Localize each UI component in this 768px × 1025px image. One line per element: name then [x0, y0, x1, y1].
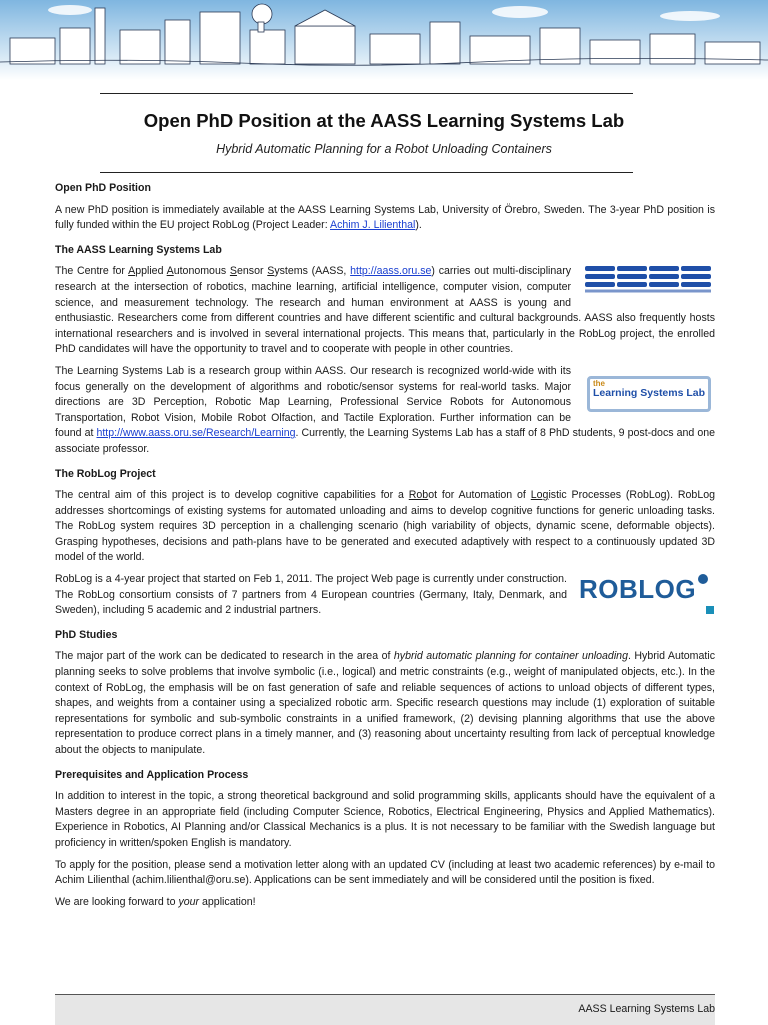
text-run: The major part of the work can be dedicated to research in the area of	[55, 650, 394, 663]
emphasis: your	[178, 895, 200, 908]
lsl-logo-wordmark: Learning Systems Lab	[593, 386, 706, 399]
section-heading: PhD Studies	[55, 628, 118, 641]
text-run: istic Processes (RobLog). RobLog addresses shortcomings of existing systems for automated unloading and aims to develop cognitive functions for generic unloading tasks. The RobLog system requires 3D perception in a challenging scenario (high variability of objects, dynamic scene, deformable objects). Grasping hypotheses, decisions and path-plans have to be generated and executed adaptively with respect to a continuously updated 3D model of the world.	[55, 489, 715, 564]
text-run: ot for Automation of	[428, 489, 531, 502]
project-leader-link[interactable]: Achim J. Lilienthal	[330, 219, 416, 232]
text-run: A new PhD position is immediately available at the AASS Learning Systems Lab, University of Örebro, Sweden. The 3-year PhD position is fully funded within the EU project RobLog (Project Leader:	[55, 203, 715, 232]
text-run: pplied	[135, 265, 167, 278]
text-run: S	[267, 265, 275, 278]
text-run: Log	[530, 489, 549, 502]
text-run: A	[166, 265, 174, 278]
header-banner-illustration	[0, 0, 768, 80]
lsl-logo-word-the: the	[593, 378, 605, 388]
paragraph	[55, 203, 715, 234]
section-open-position	[55, 181, 715, 234]
text-run: S	[229, 265, 237, 278]
page-title: Open PhD Position at the AASS Learning Systems Lab	[143, 110, 625, 131]
text-run: We are looking forward to	[55, 895, 179, 908]
roblog-logo-dot-icon	[698, 574, 708, 584]
text-run: The Learning Systems Lab is a research group within AASS. Our research is recognized world-wide with its focus generally on the development of algorithms and robotic/sensor systems for real-world tasks. Major directions are 3D Perception, Robotic Map Learning, Professional Service Robots for Autonomous Transportation, Robot Vision, Mobile Robot Olfaction, and Tactile Exploration. Further information can be found at	[55, 364, 571, 440]
paragraph	[55, 895, 715, 911]
aass-website-link[interactable]: http://aass.oru.se	[350, 265, 432, 278]
paragraph	[55, 488, 715, 566]
paragraph: In addition to interest in the topic, a strong theoretical background and solid programming skills, applicants should have the equivalent of a Masters degree in an appropriate field (including Computer Science, Robotics, Electrical Engineering, Physics and Applied Mathematics). Experience in Robotics, AI Planning and/or Classical Mechanics is a plus. It is not necessary to be familiar with the Swedish language but proficiency in written/spoken English is mandatory.	[55, 790, 715, 849]
text-run: The central aim of this project is to develop cognitive capabilities for a	[55, 489, 409, 502]
text-run: ensor	[236, 265, 268, 278]
section-roblog	[55, 467, 715, 619]
learning-systems-lab-logo	[583, 374, 715, 414]
title-divider	[100, 172, 633, 173]
top-divider	[100, 93, 633, 94]
text-run: . Hybrid Automatic planning seeks to solve problems that involve symbolic (i.e., logical) and metric constraints (e.g., weight of manipulated objects, etc.). In the context of RobLog, the emphasis will be on fast generation of safe and reliable sequences of actions to unload objects of different types, shapes, and weights from a container using a specialized robotic arm. Specific research questions may include (1) exploration of suitable representations for symbolic and sub-symbolic constraints in a unified framework, (2) devising planning algorithms that use the above representation to produce correct plans in a timely manner, and (3) reasoning about uncertainty resulting from lack of perceptual knowledge about the objects to manipulate.	[55, 650, 715, 756]
aass-logo	[583, 264, 715, 294]
section-aass-lab	[55, 243, 715, 458]
roblog-logo-graphic	[579, 574, 715, 616]
roblog-logo-wordmark: ROBLOG	[579, 574, 697, 605]
text-run: application!	[199, 895, 256, 908]
text-run: The Centre for	[55, 265, 129, 278]
lsl-logo-graphic	[583, 374, 715, 414]
page-subtitle: Hybrid Automatic Planning for a Robot Unloading Containers	[216, 142, 552, 156]
text-run: ).	[415, 219, 422, 232]
text-run: utonomous	[173, 265, 230, 278]
section-heading: Open PhD Position	[55, 182, 151, 194]
text-run: . Currently, the Learning Systems Lab has a staff of 8 PhD students, 9 post-docs and one associate professor.	[55, 427, 716, 455]
document-body	[55, 181, 715, 919]
section-prerequisites	[55, 768, 715, 911]
page-footer	[55, 994, 715, 1025]
paragraph: RobLog is a 4-year project that started on Feb 1, 2011. The project Web page is currently under construction. The RobLog consortium consists of 7 partners from 4 European countries (Germany, Italy, Denmark, and Sweden), including 5 academic and 2 industrial partners.	[55, 573, 567, 617]
city-skyline-illustration	[0, 0, 768, 80]
roblog-logo	[579, 574, 715, 616]
section-phd-studies	[55, 628, 715, 759]
text-run: ) carries out multi-disciplinary research at the intersection of robotics, machine learning, artificial intelligence, computer vision, computer science, and measurement technology. The research and human environment at AASS is young and enthusiastic. Researchers come from different countries and have different scientific and cultural backgrounds. AASS also frequently hosts international researchers and is involved in several international projects. This means that, particularly in the RobLog project, the enrolled PhD candidates will have the opportunity to travel and to cooperate with people in other countries.	[55, 265, 715, 356]
section-heading: The RobLog Project	[55, 467, 156, 480]
learning-lab-link[interactable]: http://www.aass.oru.se/Research/Learning	[96, 427, 296, 440]
text-run: Rob	[408, 489, 429, 502]
emphasis: hybrid automatic planning for container unloading	[393, 650, 628, 663]
section-heading: Prerequisites and Application Process	[55, 768, 249, 781]
section-heading: The AASS Learning Systems Lab	[55, 243, 222, 256]
aass-logo-graphic	[583, 264, 715, 294]
paragraph	[55, 649, 715, 758]
paragraph: To apply for the position, please send a motivation letter along with an updated CV (including at least two academic references) by e-mail to Achim Lilienthal (achim.lilienthal@oru.se). Applications can be sent immediately and will be considered until the position is fixed.	[55, 858, 715, 887]
text-run: ystems (AASS,	[274, 265, 351, 278]
footer-lab-name: AASS Learning Systems Lab	[578, 1003, 715, 1015]
roblog-logo-square-icon	[706, 606, 714, 614]
text-run: A	[128, 265, 136, 278]
